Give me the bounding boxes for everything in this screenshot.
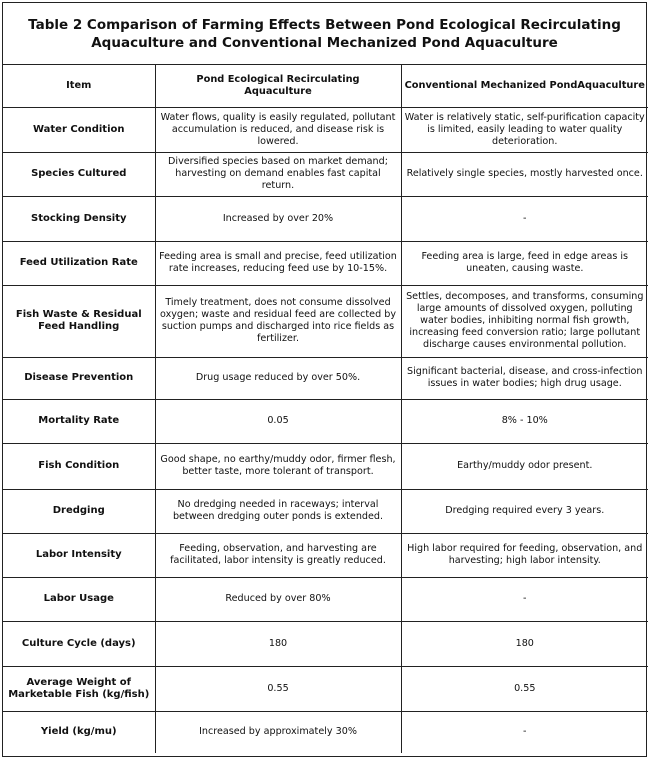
table-row [3, 357, 648, 399]
table-row [3, 107, 648, 152]
row-conv: - [401, 196, 648, 241]
row-item: Culture Cycle (days) [3, 621, 155, 666]
row-conv: 180 [401, 621, 648, 666]
header-item: Item [66, 79, 92, 91]
row-item: Water Condition [3, 107, 155, 152]
row-conv: Feeding area is large, feed in edge areas is uneaten, causing waste. [401, 241, 648, 285]
header-conv: Conventional Mechanized PondAquaculture [401, 65, 648, 107]
table-row [3, 152, 648, 196]
header-eco: Pond Ecological Recirculating Aquaculture [155, 65, 401, 107]
row-item: Labor Usage [3, 577, 155, 621]
row-conv: High labor required for feeding, observation, and harvesting; high labor intensity. [401, 533, 648, 577]
row-item: Average Weight of Marketable Fish (kg/fish) [3, 666, 155, 711]
row-item: Labor Intensity [3, 533, 155, 577]
table-row [3, 489, 648, 533]
row-item: Feed Utilization Rate [3, 241, 155, 285]
table-row [3, 241, 648, 285]
row-item: Fish Condition [3, 443, 155, 489]
row-item: Stocking Density [3, 196, 155, 241]
table-row [3, 443, 648, 489]
table-row [3, 285, 648, 357]
header-row [3, 65, 648, 107]
table-row [3, 399, 648, 443]
row-eco: Water flows, quality is easily regulated, pollutant accumulation is reduced, and disease risk is lowered. [155, 107, 401, 152]
row-item: Mortality Rate [3, 399, 155, 443]
row-conv: Relatively single species, mostly harvested once. [401, 152, 648, 196]
row-item: Dredging [3, 489, 155, 533]
row-eco: Drug usage reduced by over 50%. [155, 357, 401, 399]
row-eco: Diversified species based on market demand; harvesting on demand enables fast capital return. [155, 152, 401, 196]
row-eco: Reduced by over 80% [155, 577, 401, 621]
row-eco: Increased by approximately 30% [155, 711, 401, 753]
row-eco: 0.05 [155, 399, 401, 443]
row-eco: Feeding, observation, and harvesting are facilitated, labor intensity is greatly reduced. [155, 533, 401, 577]
row-conv: 0.55 [401, 666, 648, 711]
row-conv: Significant bacterial, disease, and cross-infection issues in water bodies; high drug usage. [401, 357, 648, 399]
row-conv: Earthy/muddy odor present. [401, 443, 648, 489]
row-item: Yield (kg/mu) [3, 711, 155, 753]
row-eco: Good shape, no earthy/muddy odor, firmer flesh, better taste, more tolerant of transport. [155, 443, 401, 489]
row-eco: Feeding area is small and precise, feed utilization rate increases, reducing feed use by 10-15%. [155, 241, 401, 285]
table-title: Table 2 Comparison of Farming Effects Between Pond Ecological Recirculating Aquaculture and Conventional Mechanized Pond Aquaculture [3, 3, 646, 65]
row-conv: Settles, decomposes, and transforms, consuming large amounts of dissolved oxygen, polluting water bodies, inhibiting normal fish growth, increasing feed conversion ratio; large pollutant discharge causes environmental pollution. [401, 285, 648, 357]
row-item: Fish Waste & Residual Feed Handling [3, 285, 155, 357]
row-conv: Water is relatively static, self-purification capacity is limited, easily leading to water quality deterioration. [401, 107, 648, 152]
table-row [3, 621, 648, 666]
row-conv: - [401, 577, 648, 621]
row-item: Species Cultured [3, 152, 155, 196]
row-conv: 8% - 10% [401, 399, 648, 443]
table-row [3, 711, 648, 753]
row-eco: Increased by over 20% [155, 196, 401, 241]
table-row [3, 196, 648, 241]
row-eco: Timely treatment, does not consume dissolved oxygen; waste and residual feed are collected by suction pumps and discharged into rice fields as fertilizer. [155, 285, 401, 357]
row-eco: 180 [155, 621, 401, 666]
table-row [3, 666, 648, 711]
comparison-grid [3, 65, 648, 753]
row-conv: Dredging required every 3 years. [401, 489, 648, 533]
table-row [3, 533, 648, 577]
table-row [3, 577, 648, 621]
comparison-table [2, 2, 647, 757]
row-conv: - [401, 711, 648, 753]
row-item: Disease Prevention [3, 357, 155, 399]
row-eco: No dredging needed in raceways; interval between dredging outer ponds is extended. [155, 489, 401, 533]
row-eco: 0.55 [155, 666, 401, 711]
